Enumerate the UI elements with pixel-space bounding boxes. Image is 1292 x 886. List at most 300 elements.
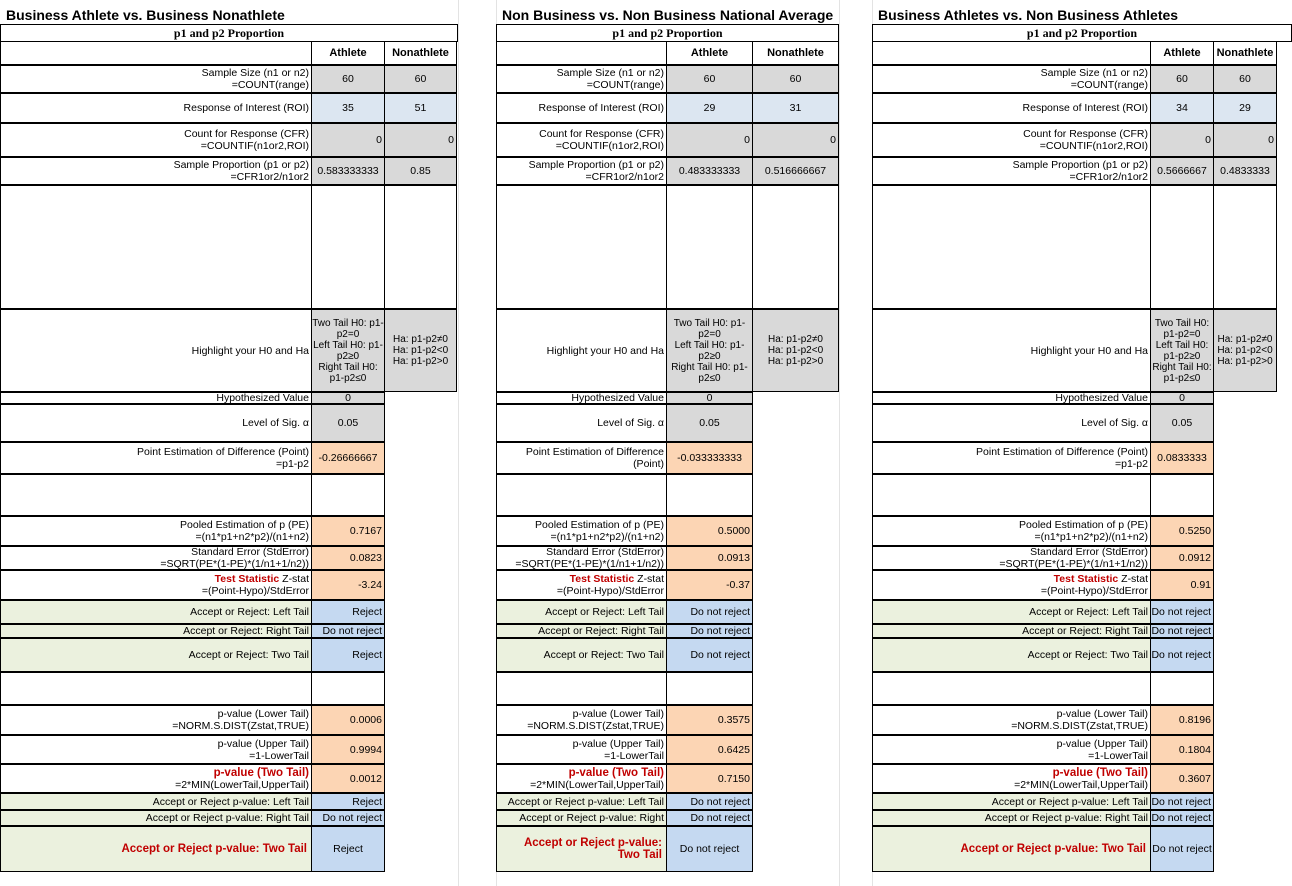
accept-reject-two-value[interactable]: [1150, 638, 1214, 672]
accept-reject-pvalue-left-value-text: Do not reject: [690, 795, 750, 808]
p-value-upper-label: [0, 735, 312, 764]
proportion-athlete-text: 0.583333333: [317, 165, 379, 177]
row-pe: [0, 516, 458, 546]
pooled-estimate-label: [0, 516, 312, 546]
row-point: [872, 442, 1292, 474]
row-apr: [496, 810, 839, 826]
roi-nonathlete[interactable]: [384, 93, 457, 123]
test-statistic-formula: Z-stat =(Point-Hypo)/StdError: [201, 573, 309, 597]
p-value-upper-label-text: p-value (Upper Tail) =1-LowerTail: [1056, 737, 1148, 762]
hypothesis-label: [872, 309, 1151, 392]
pooled-estimate-value-text: 0.5250: [1178, 525, 1211, 537]
row-sig: [496, 404, 839, 442]
row-se: [0, 546, 458, 570]
point-estimate-label-text: Point Estimation of Difference (Point) =p1-p2: [976, 446, 1148, 470]
ha-cell[interactable]: [752, 309, 839, 392]
col-header-nonathlete[interactable]: [384, 41, 457, 65]
accept-reject-two-label: [496, 638, 667, 672]
h0-cell[interactable]: [1150, 309, 1214, 392]
p-value-lower-label: [872, 705, 1151, 735]
row-header: [0, 41, 458, 65]
accept-reject-pvalue-left-value[interactable]: [1150, 793, 1214, 810]
p-value-two-value[interactable]: [666, 764, 753, 793]
analysis-table-3: [872, 0, 1292, 886]
roi-athlete[interactable]: [311, 93, 385, 123]
accept-reject-pvalue-left-value[interactable]: [311, 793, 385, 810]
cfr-label: [0, 123, 312, 157]
row-header: [496, 41, 839, 65]
pooled-estimate-value[interactable]: [1150, 516, 1214, 546]
spacer-label: [0, 185, 312, 309]
sample-size-label: [496, 65, 667, 93]
significance-label-text: Level of Sig. α: [242, 417, 309, 429]
accept-reject-pvalue-two-value-text: Do not reject: [1152, 843, 1212, 855]
hypothesis-label: [0, 309, 312, 392]
row-se: [872, 546, 1292, 570]
accept-reject-right-label: [0, 624, 312, 638]
col-header-athlete[interactable]: [666, 41, 753, 65]
p-value-lower-value[interactable]: [1150, 705, 1214, 735]
point-estimate-label: [0, 442, 312, 474]
accept-reject-pvalue-left-value[interactable]: [666, 793, 753, 810]
roi-athlete-text: 34: [1176, 102, 1188, 114]
table-title: Business Athlete vs. Business Nonathlete: [6, 7, 285, 23]
row-apt: [0, 826, 458, 872]
accept-reject-pvalue-right-value[interactable]: [1150, 810, 1214, 826]
gridline: [458, 0, 459, 886]
accept-reject-left-value-text: Reject: [352, 606, 382, 618]
row-cfr: [0, 123, 458, 157]
hypothesized-value-label-text: Hypothesized Value: [1055, 392, 1148, 404]
accept-reject-left-label-text: Accept or Reject: Left Tail: [1029, 606, 1148, 618]
proportion-nonathlete[interactable]: [752, 157, 839, 185]
p-value-upper-label: [496, 735, 667, 764]
accept-reject-two-label-text: Accept or Reject: Two Tail: [188, 649, 309, 661]
row-cfr: [496, 123, 839, 157]
p-value-upper-value[interactable]: [311, 735, 385, 764]
sample-size-athlete[interactable]: [666, 65, 753, 93]
test-statistic-value-text: -3.24: [358, 579, 382, 591]
p-value-lower-value[interactable]: [666, 705, 753, 735]
spacer-cell[interactable]: [384, 185, 457, 309]
test-statistic-formula: Z-stat =(Point-Hypo)/StdError: [1040, 573, 1148, 597]
hypothesis-label-text: Highlight your H0 and Ha: [546, 344, 664, 357]
analysis-table-1: [0, 0, 458, 886]
analysis-table-2: [496, 0, 839, 886]
roi-nonathlete-text: 51: [414, 102, 427, 114]
proportion-nonathlete[interactable]: [384, 157, 457, 185]
col-header-athlete-text: Athlete: [690, 47, 729, 59]
row-spacer1: [872, 185, 1292, 309]
cfr-athlete-text: 0: [376, 134, 382, 146]
roi-label: [0, 93, 312, 123]
cfr-label: [872, 123, 1151, 157]
test-statistic-label: [496, 570, 667, 600]
spacer-cell[interactable]: [311, 474, 385, 516]
p-value-lower-label: [496, 705, 667, 735]
test-statistic-formula: Z-stat =(Point-Hypo)/StdError: [556, 573, 664, 597]
row-sample: [496, 65, 839, 93]
spacer-label: [496, 185, 667, 309]
standard-error-value[interactable]: [666, 546, 753, 570]
significance-value[interactable]: [1150, 404, 1214, 442]
p-value-lower-label: [0, 705, 312, 735]
pooled-estimate-value[interactable]: [666, 516, 753, 546]
accept-reject-two-label: [0, 638, 312, 672]
spacer-cell[interactable]: [752, 185, 839, 309]
row-apl: [496, 793, 839, 810]
row-spacer3: [872, 672, 1292, 705]
test-statistic-label: [0, 570, 312, 600]
p-value-two-value-text: 0.0012: [349, 772, 382, 785]
proportion-nonathlete-text: 0.516666667: [764, 165, 827, 177]
col-header-nonathlete[interactable]: [1213, 41, 1277, 65]
sample-size-athlete[interactable]: [311, 65, 385, 93]
col-header-athlete[interactable]: [311, 41, 385, 65]
accept-reject-left-value[interactable]: [666, 600, 753, 624]
spacer-label: [872, 185, 1151, 309]
accept-reject-pvalue-two-label-text: Accept or Reject p-value: Two Tail: [960, 843, 1146, 855]
h0-cell-text: Two Tail H0: p1-p2=0 Left Tail H0: p1-p2≥0 Right Tail H0: p1-p2≤0: [1152, 317, 1212, 384]
col-header-nonathlete-text: Nonathlete: [1216, 47, 1274, 59]
accept-reject-two-label: [872, 638, 1151, 672]
accept-reject-pvalue-two-value-text: Do not reject: [679, 843, 740, 855]
accept-reject-right-value-text: Do not reject: [1151, 625, 1211, 637]
pooled-estimate-value[interactable]: [311, 516, 385, 546]
test-statistic-value[interactable]: [666, 570, 753, 600]
roi-nonathlete[interactable]: [1213, 93, 1277, 123]
row-hyp: [872, 309, 1292, 392]
p-value-upper-label-text: p-value (Upper Tail) =1-LowerTail: [572, 737, 664, 762]
accept-reject-pvalue-right-label: [0, 810, 312, 826]
proportion-athlete[interactable]: [666, 157, 753, 185]
accept-reject-pvalue-two-value-text: Reject: [333, 843, 363, 855]
standard-error-value-text: 0.0913: [717, 552, 750, 564]
test-statistic-label-text: [202, 573, 309, 597]
pooled-estimate-label-text: Pooled Estimation of p (PE) =(n1*p1+n2*p2)/(n1+n2): [1019, 519, 1148, 543]
row-hyp: [496, 309, 839, 392]
row-sample: [0, 65, 458, 93]
table-title: Business Athletes vs. Non Business Athletes: [878, 7, 1179, 23]
hypothesis-label-text: Highlight your H0 and Ha: [1030, 344, 1148, 357]
sample-size-athlete-text: 60: [703, 73, 716, 85]
accept-reject-two-value-text: Do not reject: [1151, 649, 1211, 661]
sample-size-nonathlete[interactable]: [752, 65, 839, 93]
proportion-nonathlete-text: 0.85: [410, 165, 431, 177]
row-pe: [496, 516, 839, 546]
accept-reject-two-value[interactable]: [311, 638, 385, 672]
proportion-athlete[interactable]: [1150, 157, 1214, 185]
header-blank: [872, 41, 1151, 65]
row-se: [496, 546, 839, 570]
point-estimate-value[interactable]: [311, 442, 385, 474]
proportion-athlete[interactable]: [311, 157, 385, 185]
spacer-label: [0, 474, 312, 516]
row-arl: [872, 600, 1292, 624]
cfr-athlete[interactable]: [666, 123, 753, 157]
accept-reject-right-label: [496, 624, 667, 638]
sample-size-nonathlete[interactable]: [1213, 65, 1277, 93]
spacer-cell[interactable]: [666, 474, 753, 516]
hypothesized-value[interactable]: [311, 392, 385, 404]
row-hypo: [872, 392, 1292, 404]
row-apl: [0, 793, 458, 810]
pooled-estimate-value-text: 0.7167: [349, 525, 382, 537]
accept-reject-left-label: [872, 600, 1151, 624]
p-value-lower-label-text: p-value (Lower Tail) =NORM.S.DIST(Zstat,TRUE): [527, 708, 664, 732]
row-apt: [496, 826, 839, 872]
roi-label-text: Response of Interest (ROI): [183, 102, 309, 114]
pooled-estimate-label: [496, 516, 667, 546]
col-header-athlete[interactable]: [1150, 41, 1214, 65]
standard-error-label-text: Standard Error (StdError) =SQRT(PE*(1-PE)*(1/n1+1/n2)): [160, 546, 309, 570]
header-blank: [0, 41, 312, 65]
p-value-two-value-text: 0.3607: [1178, 772, 1211, 785]
test-statistic-value[interactable]: [1150, 570, 1214, 600]
accept-reject-two-label-text: Accept or Reject: Two Tail: [1027, 649, 1148, 661]
row-prop: [496, 157, 839, 185]
row-pl: [496, 705, 839, 735]
hypothesized-value[interactable]: [1150, 392, 1214, 404]
accept-reject-right-label-text: Accept or Reject: Right Tail: [183, 625, 309, 637]
sample-size-nonathlete[interactable]: [384, 65, 457, 93]
sample-size-label-text: Sample Size (n1 or n2) =COUNT(range): [201, 67, 309, 91]
row-spacer1: [496, 185, 839, 309]
col-header-athlete-text: Athlete: [329, 47, 367, 59]
accept-reject-pvalue-left-value-text: Reject: [352, 795, 382, 808]
cfr-athlete[interactable]: [1150, 123, 1214, 157]
spacer-cell[interactable]: [1213, 185, 1277, 309]
row-apr: [0, 810, 458, 826]
col-header-nonathlete[interactable]: [752, 41, 839, 65]
p-value-two-label-text: [175, 767, 309, 791]
hypothesized-value[interactable]: [666, 392, 753, 404]
accept-reject-right-value[interactable]: [1150, 624, 1214, 638]
accept-reject-pvalue-left-label: [496, 793, 667, 810]
cfr-label: [496, 123, 667, 157]
sample-size-athlete-text: 60: [342, 73, 354, 85]
accept-reject-left-label-text: Accept or Reject: Left Tail: [190, 606, 309, 618]
p-value-two-value[interactable]: [311, 764, 385, 793]
proportion-nonathlete-text: 0.4833333: [1220, 165, 1270, 177]
accept-reject-left-value[interactable]: [1150, 600, 1214, 624]
accept-reject-pvalue-left-label-text: Accept or Reject p-value: Left Tail: [991, 795, 1148, 808]
p-value-upper-value[interactable]: [1150, 735, 1214, 764]
row-roi: [496, 93, 839, 123]
hypothesized-value-label-text: Hypothesized Value: [216, 392, 309, 404]
accept-reject-pvalue-right-label-text: Accept or Reject p-value: Right: [519, 812, 664, 824]
sample-size-label-text: Sample Size (n1 or n2) =COUNT(range): [1040, 67, 1148, 91]
spacer-label: [872, 474, 1151, 516]
row-arr: [0, 624, 458, 638]
standard-error-value[interactable]: [311, 546, 385, 570]
test-statistic-title: Test Statistic: [1053, 573, 1119, 585]
sample-proportion-label-text: Sample Proportion (p1 or p2) =CFR1or2/n1or2: [1012, 159, 1148, 183]
h0-cell[interactable]: [666, 309, 753, 392]
accept-reject-left-value[interactable]: [311, 600, 385, 624]
cfr-label-text: Count for Response (CFR) =COUNTIF(n1or2,ROI): [184, 128, 309, 152]
accept-reject-left-label: [496, 600, 667, 624]
sample-size-athlete[interactable]: [1150, 65, 1214, 93]
standard-error-value-text: 0.0912: [1178, 552, 1211, 564]
hypothesized-value-text: 0: [706, 392, 713, 404]
accept-reject-two-value[interactable]: [666, 638, 753, 672]
col-header-athlete-text: Athlete: [1163, 47, 1201, 59]
p-value-two-title: p-value (Two Tail): [1052, 766, 1148, 779]
accept-reject-right-label-text: Accept or Reject: Right Tail: [538, 625, 664, 637]
spacer-label: [496, 672, 667, 705]
significance-label-text: Level of Sig. α: [597, 417, 664, 429]
ha-cell-text: Ha: p1-p2≠0 Ha: p1-p2<0 Ha: p1-p2>0: [392, 334, 449, 367]
cfr-label-text: Count for Response (CFR) =COUNTIF(n1or2,ROI): [1023, 128, 1148, 152]
accept-reject-pvalue-right-label-text: Accept or Reject p-value: Right Tail: [984, 812, 1148, 824]
row-spacer3: [0, 672, 458, 705]
accept-reject-pvalue-left-label-text: Accept or Reject p-value: Left Tail: [507, 795, 664, 808]
accept-reject-pvalue-left-value-text: Do not reject: [1151, 795, 1211, 808]
row-header: [872, 41, 1292, 65]
accept-reject-two-label-text: Accept or Reject: Two Tail: [543, 649, 664, 661]
standard-error-label-text: Standard Error (StdError) =SQRT(PE*(1-PE)*(1/n1+1/n2)): [515, 546, 664, 570]
accept-reject-pvalue-right-value[interactable]: [666, 810, 753, 826]
test-statistic-value-text: 0.91: [1190, 579, 1211, 591]
sample-size-label-text: Sample Size (n1 or n2) =COUNT(range): [556, 67, 664, 91]
standard-error-label: [872, 546, 1151, 570]
cfr-nonathlete[interactable]: [752, 123, 839, 157]
spacer-cell[interactable]: [311, 672, 385, 705]
p-value-two-value[interactable]: [1150, 764, 1214, 793]
sample-proportion-label: [872, 157, 1151, 185]
standard-error-value-text: 0.0823: [349, 552, 382, 564]
accept-reject-right-value[interactable]: [666, 624, 753, 638]
roi-label-text: Response of Interest (ROI): [1022, 102, 1148, 114]
sample-proportion-label-text: Sample Proportion (p1 or p2) =CFR1or2/n1or2: [528, 159, 664, 183]
significance-label-text: Level of Sig. α: [1081, 417, 1148, 429]
accept-reject-right-value-text: Do not reject: [690, 625, 750, 637]
roi-athlete[interactable]: [666, 93, 753, 123]
row-apl: [872, 793, 1292, 810]
sample-proportion-label: [0, 157, 312, 185]
roi-athlete[interactable]: [1150, 93, 1214, 123]
test-statistic-value[interactable]: [311, 570, 385, 600]
row-sig: [0, 404, 458, 442]
proportion-athlete-text: 0.5666667: [1157, 165, 1207, 177]
p-value-lower-value-text: 0.8196: [1178, 714, 1211, 726]
row-roi: [872, 93, 1292, 123]
sample-proportion-label: [496, 157, 667, 185]
cfr-nonathlete-text: 0: [1268, 134, 1274, 146]
accept-reject-pvalue-two-label: [0, 826, 312, 872]
row-cfr: [872, 123, 1292, 157]
cfr-nonathlete[interactable]: [1213, 123, 1277, 157]
cfr-athlete-text: 0: [1205, 134, 1211, 146]
proportion-nonathlete[interactable]: [1213, 157, 1277, 185]
standard-error-label: [496, 546, 667, 570]
accept-reject-pvalue-two-value[interactable]: [311, 826, 385, 872]
col-header-nonathlete-text: Nonathlete: [767, 47, 824, 59]
accept-reject-two-value-text: Reject: [352, 649, 382, 661]
row-art: [872, 638, 1292, 672]
hypothesized-value-label: [872, 392, 1151, 404]
spacer-label: [872, 672, 1151, 705]
significance-value[interactable]: [666, 404, 753, 442]
test-statistic-title: Test Statistic: [569, 573, 635, 585]
sample-size-nonathlete-text: 60: [1239, 73, 1251, 85]
row-ts: [496, 570, 839, 600]
significance-label: [0, 404, 312, 442]
spacer-cell[interactable]: [666, 185, 753, 309]
p-value-two-label: [872, 764, 1151, 793]
p-value-two-label: [496, 764, 667, 793]
point-estimate-value[interactable]: [1150, 442, 1214, 474]
accept-reject-pvalue-right-label: [872, 810, 1151, 826]
roi-label: [496, 93, 667, 123]
header-blank: [496, 41, 667, 65]
accept-reject-pvalue-two-value[interactable]: [1150, 826, 1214, 872]
proportion-athlete-text: 0.483333333: [678, 165, 741, 177]
accept-reject-left-label: [0, 600, 312, 624]
accept-reject-pvalue-two-label: [872, 826, 1151, 872]
roi-label: [872, 93, 1151, 123]
spacer-cell[interactable]: [1150, 672, 1214, 705]
p-value-two-label-text: [1014, 767, 1148, 791]
p-value-two-title: p-value (Two Tail): [213, 766, 309, 779]
row-spacer3: [496, 672, 839, 705]
accept-reject-pvalue-left-label-text: Accept or Reject p-value: Left Tail: [152, 795, 309, 808]
accept-reject-pvalue-two-value[interactable]: [666, 826, 753, 872]
p-value-upper-value-text: 0.6425: [717, 743, 750, 756]
row-prop: [0, 157, 458, 185]
row-sample: [872, 65, 1292, 93]
table-subtitle: p1 and p2 Proportion: [496, 24, 839, 42]
p-value-lower-value[interactable]: [311, 705, 385, 735]
accept-reject-right-label: [872, 624, 1151, 638]
row-spacer2: [496, 474, 839, 516]
standard-error-value[interactable]: [1150, 546, 1214, 570]
cfr-nonathlete-text: 0: [830, 134, 836, 146]
pooled-estimate-label-text: Pooled Estimation of p (PE) =(n1*p1+n2*p2)/(n1+n2): [535, 519, 664, 543]
h0-cell-text: Two Tail H0: p1-p2=0 Left Tail H0: p1-p2≥0 Right Tail H0: p1-p2≤0: [671, 317, 748, 384]
accept-reject-right-value[interactable]: [311, 624, 385, 638]
significance-value[interactable]: [311, 404, 385, 442]
cfr-athlete[interactable]: [311, 123, 385, 157]
accept-reject-pvalue-right-value[interactable]: [311, 810, 385, 826]
p-value-two-formula: =2*MIN(LowerTail,UpperTail): [1014, 778, 1148, 791]
spacer-cell[interactable]: [666, 672, 753, 705]
ha-cell[interactable]: [384, 309, 457, 392]
cfr-nonathlete-text: 0: [448, 134, 454, 146]
ha-cell[interactable]: [1213, 309, 1277, 392]
spacer-cell[interactable]: [311, 185, 385, 309]
sample-size-label: [0, 65, 312, 93]
row-pu: [496, 735, 839, 764]
significance-value-text: 0.05: [1171, 417, 1193, 429]
point-estimate-value[interactable]: [666, 442, 753, 474]
accept-reject-pvalue-right-value-text: Do not reject: [322, 812, 382, 824]
cfr-nonathlete[interactable]: [384, 123, 457, 157]
point-estimate-value-text: -0.26666667: [318, 452, 378, 464]
spacer-cell[interactable]: [1150, 185, 1214, 309]
point-estimate-label-text: Point Estimation of Difference (Point) =p1-p2: [137, 446, 309, 470]
table-title: Non Business vs. Non Business National Average: [502, 7, 834, 23]
accept-reject-pvalue-right-value-text: Do not reject: [690, 812, 750, 824]
spacer-cell[interactable]: [1150, 474, 1214, 516]
row-apr: [872, 810, 1292, 826]
roi-athlete-text: 35: [342, 102, 354, 114]
h0-cell[interactable]: [311, 309, 385, 392]
roi-nonathlete[interactable]: [752, 93, 839, 123]
p-value-upper-value[interactable]: [666, 735, 753, 764]
pooled-estimate-label: [872, 516, 1151, 546]
